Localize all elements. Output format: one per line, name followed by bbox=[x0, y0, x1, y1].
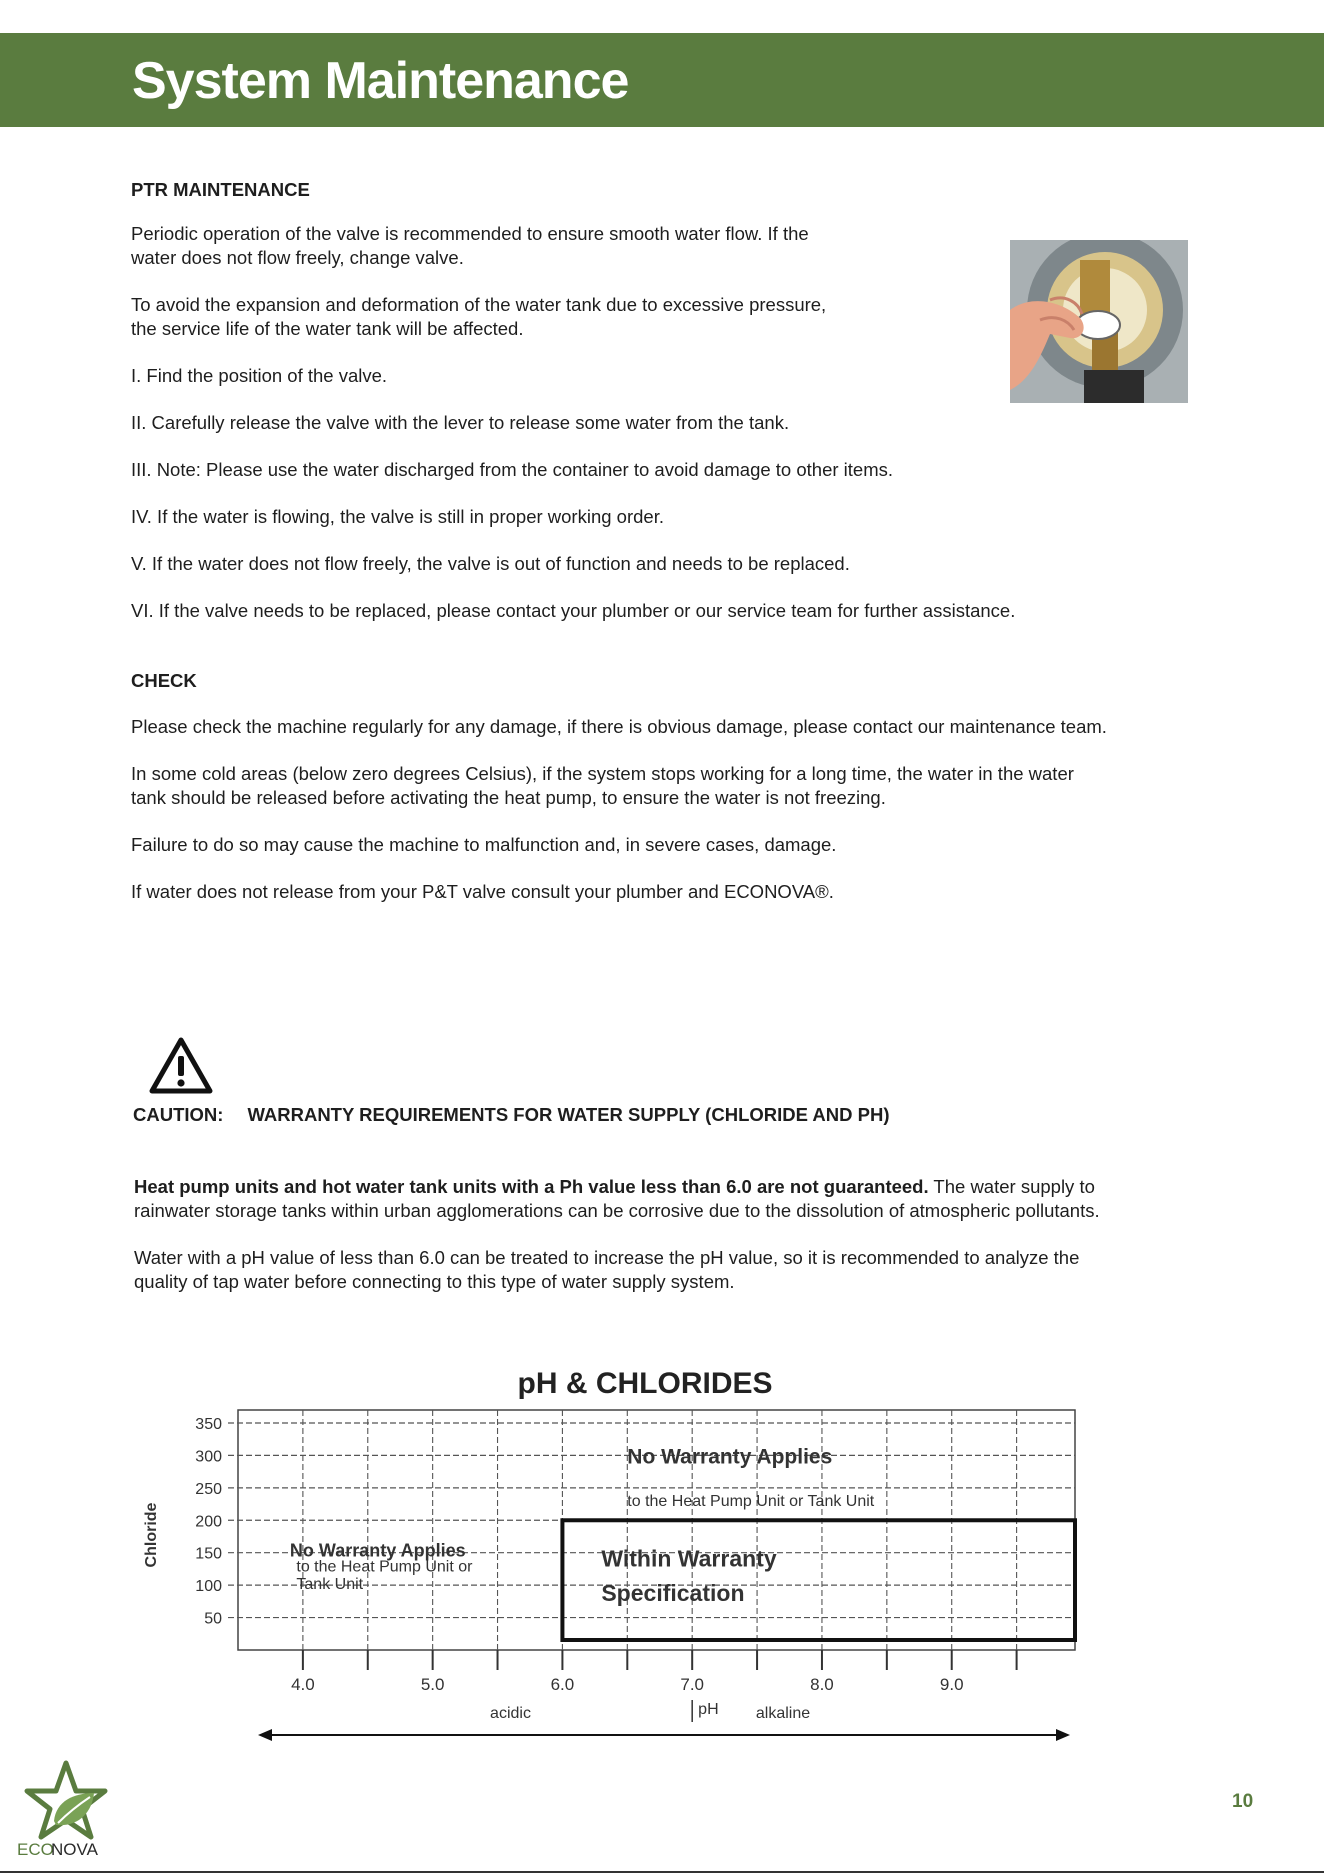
within-warranty-label-1: Within Warranty bbox=[601, 1545, 777, 1572]
logo-text-eco: ECO bbox=[17, 1840, 54, 1859]
alkaline-label: alkaline bbox=[755, 1705, 811, 1722]
ptr-step: V. If the water does not flow freely, the valve is out of function and needs to be replaced. bbox=[131, 553, 850, 574]
y-tick-label: 200 bbox=[195, 1513, 222, 1531]
warranty-text bbox=[134, 1175, 1204, 1294]
y-tick-label: 300 bbox=[195, 1448, 222, 1466]
check-paragraph-2a: In some cold areas (below zero degrees Celsius), if the system stops working for a long time, the water in the water bbox=[131, 763, 1074, 784]
page-title: System Maintenance bbox=[132, 52, 629, 110]
check-paragraph-2b: tank should be released before activating the heat pump, to ensure the water is not freezing. bbox=[131, 787, 886, 808]
ptr-paragraph-1a: Periodic operation of the valve is recommended to ensure smooth water flow. If the bbox=[131, 223, 809, 244]
ptr-paragraph-1b: water does not flow freely, change valve. bbox=[131, 247, 464, 268]
caution-label: CAUTION: bbox=[133, 1104, 224, 1125]
y-axis-label: Chloride bbox=[143, 1502, 160, 1568]
ptr-step: VI. If the valve needs to be replaced, please contact your plumber or our service team for further assistance. bbox=[131, 600, 1016, 621]
check-paragraph-3: Failure to do so may cause the machine to malfunction and, in severe cases, damage. bbox=[131, 834, 837, 855]
econova-logo bbox=[16, 1757, 120, 1859]
ph-chloride-chart bbox=[130, 1355, 1090, 1745]
warranty-text-a: The water supply to bbox=[928, 1176, 1095, 1197]
chart-svg bbox=[130, 1355, 1090, 1745]
x-tick-label: 5.0 bbox=[420, 1675, 445, 1694]
check-heading: CHECK bbox=[131, 670, 197, 691]
y-tick-label: 150 bbox=[195, 1545, 222, 1563]
warranty-paragraph-2b: quality of tap water before connecting to this type of water supply system. bbox=[134, 1271, 735, 1292]
x-tick-label: 7.0 bbox=[680, 1675, 705, 1694]
ptr-heading: PTR MAINTENANCE bbox=[131, 179, 310, 200]
valve-illustration bbox=[1010, 240, 1188, 403]
logo-star-icon bbox=[16, 1757, 120, 1859]
ptr-step: III. Note: Please use the water discharged from the container to avoid damage to other items. bbox=[131, 459, 893, 480]
ptr-paragraph-2b: the service life of the water tank will be affected. bbox=[131, 318, 524, 339]
ptr-paragraph-2a: To avoid the expansion and deformation of the water tank due to excessive pressure, bbox=[131, 294, 827, 315]
ptr-step: IV. If the water is flowing, the valve is still in proper working order. bbox=[131, 506, 664, 527]
within-warranty-label-2: Specification bbox=[601, 1580, 745, 1607]
upper-region-subtitle: to the Heat Pump Unit or Tank Unit bbox=[627, 1492, 875, 1510]
x-tick-label: 8.0 bbox=[810, 1675, 834, 1694]
caution-line bbox=[133, 1104, 890, 1126]
warranty-text-b: rainwater storage tanks within urban agglomerations can be corrosive due to the dissolution of atmospheric pollutants. bbox=[134, 1200, 1100, 1221]
ptr-step: II. Carefully release the valve with the lever to release some water from the tank. bbox=[131, 412, 790, 433]
x-tick-label: 6.0 bbox=[550, 1675, 575, 1694]
left-region-title: No Warranty Applies bbox=[289, 1540, 466, 1561]
left-region-subtitle-2: Tank Unit bbox=[296, 1576, 364, 1594]
arrow-left-head bbox=[258, 1729, 272, 1741]
warning-icon bbox=[148, 1036, 214, 1096]
caution-title: WARRANTY REQUIREMENTS FOR WATER SUPPLY (CHLORIDE AND PH) bbox=[247, 1104, 890, 1125]
check-paragraph-1: Please check the machine regularly for any damage, if there is obvious damage, please contact our maintenance team. bbox=[131, 716, 1107, 737]
logo-text-nova: NOVA bbox=[51, 1840, 98, 1859]
check-paragraph-4: If water does not release from your P&T valve consult your plumber and ECONOVA®. bbox=[131, 881, 834, 902]
y-tick-label: 100 bbox=[195, 1578, 222, 1596]
page-number: 10 bbox=[1232, 1791, 1254, 1812]
chart-title: pH & CHLORIDES bbox=[517, 1367, 773, 1400]
header-banner bbox=[0, 33, 1324, 127]
valve-photo bbox=[1010, 240, 1188, 403]
arrow-right-head bbox=[1056, 1729, 1070, 1741]
warranty-bold-statement: Heat pump units and hot water tank units with a Ph value less than 6.0 are not guaranteed. bbox=[134, 1176, 929, 1197]
x-tick-label: 9.0 bbox=[939, 1675, 964, 1694]
ptr-step: I. Find the position of the valve. bbox=[131, 365, 388, 386]
y-tick-label: 350 bbox=[195, 1415, 222, 1433]
x-axis-label: pH bbox=[698, 1701, 719, 1718]
upper-region-title: No Warranty Applies bbox=[627, 1445, 833, 1469]
x-tick-label: 4.0 bbox=[291, 1675, 315, 1694]
y-tick-label: 50 bbox=[204, 1610, 222, 1628]
left-region-subtitle-1: to the Heat Pump Unit or bbox=[296, 1558, 473, 1576]
acidic-label: acidic bbox=[490, 1705, 531, 1722]
y-tick-label: 250 bbox=[195, 1480, 222, 1498]
warranty-paragraph-2a: Water with a pH value of less than 6.0 can be treated to increase the pH value, so it is recommended to analyze the bbox=[134, 1247, 1080, 1268]
